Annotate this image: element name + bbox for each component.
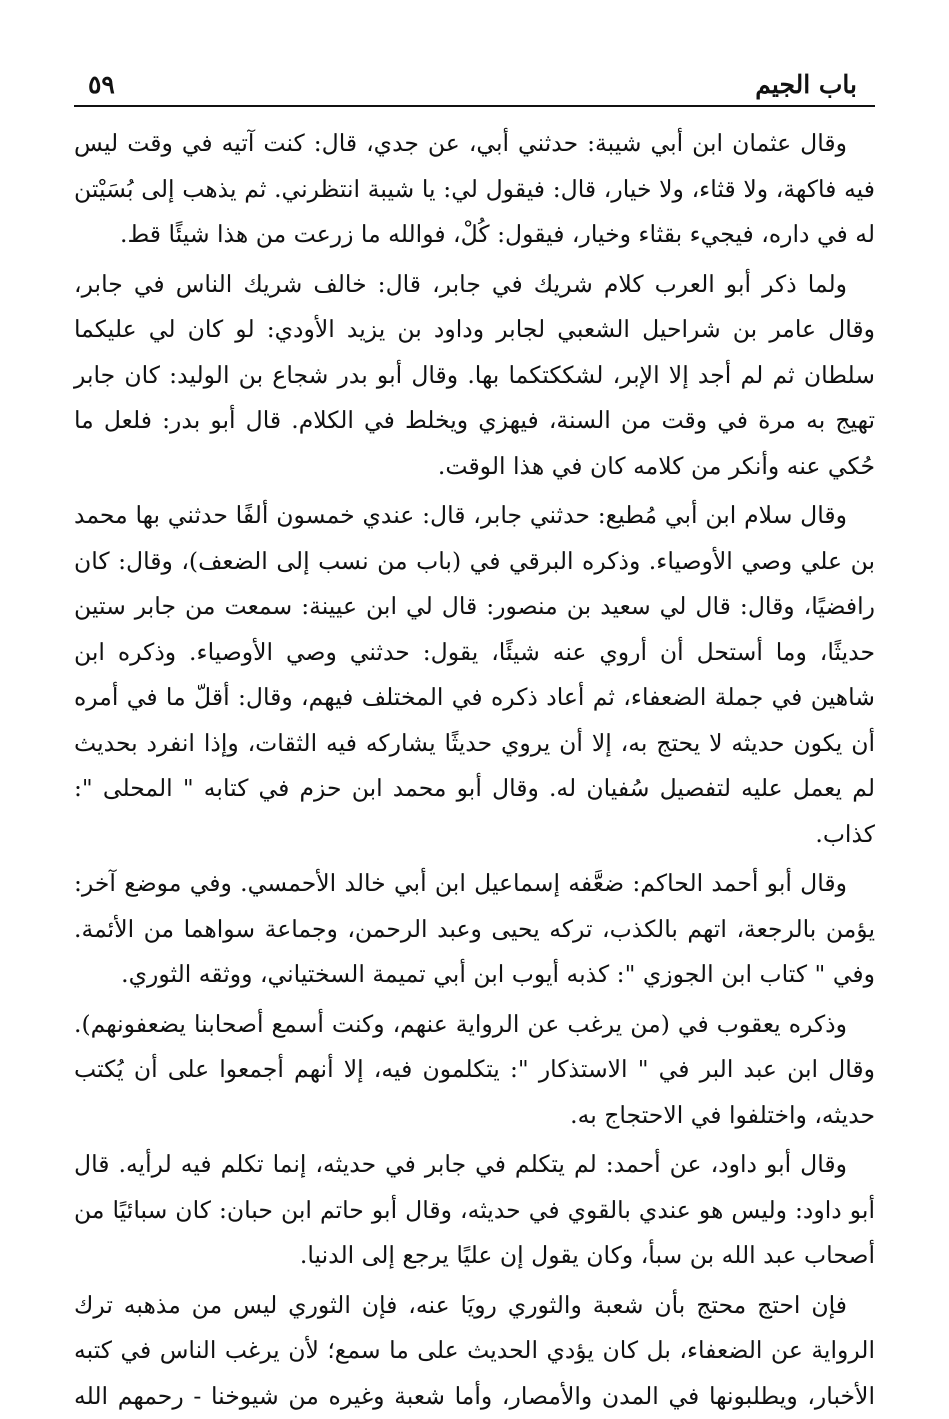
paragraph-1: وقال عثمان ابن أبي شيبة: حدثني أبي، عن جدي، قال: كنت آتيه في وقت ليس فيه فاكهة، ولا قثاء، ولا خيار، قال: فيقول لي: يا شيبة انتظرني. ثم يذهب إلى بُسَيْتن له في داره، فيجيء بقثاء وخيار، فيقول: كُلْ، فوالله ما زرعت من هذا شيئًا قط.	[74, 121, 875, 258]
chapter-title: باب الجيم	[755, 70, 857, 99]
paragraph-3: وقال سلام ابن أبي مُطيع: حدثني جابر، قال: عندي خمسون ألفًا حدثني بها محمد بن علي وصي الأوصياء. وذكره البرقي في (باب من نسب إلى الضعف)، وقال: كان رافضيًا، وقال: قال لي سعيد بن منصور: قال لي ابن عيينة: سمعت من جابر ستين حديثًا، وما أستحل أن أروي عنه شيئًا، يقول: حدثني وصي الأوصياء. وذكره ابن شاهين في جملة الضعفاء، ثم أعاد ذكره في المختلف فيهم، وقال: أقلّ ما في أمره أن يكون حديثه لا يحتج به، إلا أن يروي حديثًا يشاركه فيه الثقات، وإذا انفرد بحديث لم يعمل عليه لتفصيل سُفيان له. وقال أبو محمد ابن حزم في كتابه " المحلى ": كذاب.	[74, 493, 875, 857]
page-body	[74, 121, 875, 1419]
page-number: ٥٩	[88, 70, 115, 99]
paragraph-5: وذكره يعقوب في (من يرغب عن الرواية عنهم، وكنت أسمع أصحابنا يضعفونهم). وقال ابن عبد البر في " الاستذكار ": يتكلمون فيه، إلا أنهم أجمعوا على أن يُكتب حديثه، واختلفوا في الاحتجاج به.	[74, 1002, 875, 1139]
paragraph-2: ولما ذكر أبو العرب كلام شريك في جابر، قال: خالف شريك الناس في جابر، وقال عامر بن شراحيل الشعبي لجابر وداود بن يزيد الأودي: لو كان لي عليكما سلطان ثم لم أجد إلا الإبر، لشككتكما بها. وقال أبو بدر شجاع بن الوليد: كان جابر تهيج به مرة في وقت من السنة، فيهزي ويخلط في الكلام. قال أبو بدر: فلعل ما حُكي عنه وأنكر من كلامه كان في هذا الوقت.	[74, 262, 875, 490]
paragraph-7: فإن احتج محتج بأن شعبة والثوري رويَا عنه، فإن الثوري ليس من مذهبه ترك الرواية عن الضعفاء، بل كان يؤدي الحديث على ما سمع؛ لأن يرغب الناس في كتبه الأخبار، ويطلبونها في المدن والأمصار، وأما شعبة وغيره من شيوخنا - رحمهم الله	[74, 1283, 875, 1419]
paragraph-6: وقال أبو داود، عن أحمد: لم يتكلم في جابر في حديثه، إنما تكلم فيه لرأيه. قال أبو داود: وليس هو عندي بالقوي في حديثه، وقال أبو حاتم ابن حبان: كان سبائيًا من أصحاب عبد الله بن سبأ، وكان يقول إن عليًا يرجع إلى الدنيا.	[74, 1142, 875, 1279]
paragraph-4: وقال أبو أحمد الحاكم: ضعَّفه إسماعيل ابن أبي خالد الأحمسي. وفي موضع آخر: يؤمن بالرجعة، اتهم بالكذب، تركه يحيى وعبد الرحمن، وجماعة سواهما من الأئمة. وفي " كتاب ابن الجوزي ": كذبه أيوب ابن أبي تميمة السختياني، ووثقه الثوري.	[74, 861, 875, 998]
page-header	[74, 62, 875, 107]
